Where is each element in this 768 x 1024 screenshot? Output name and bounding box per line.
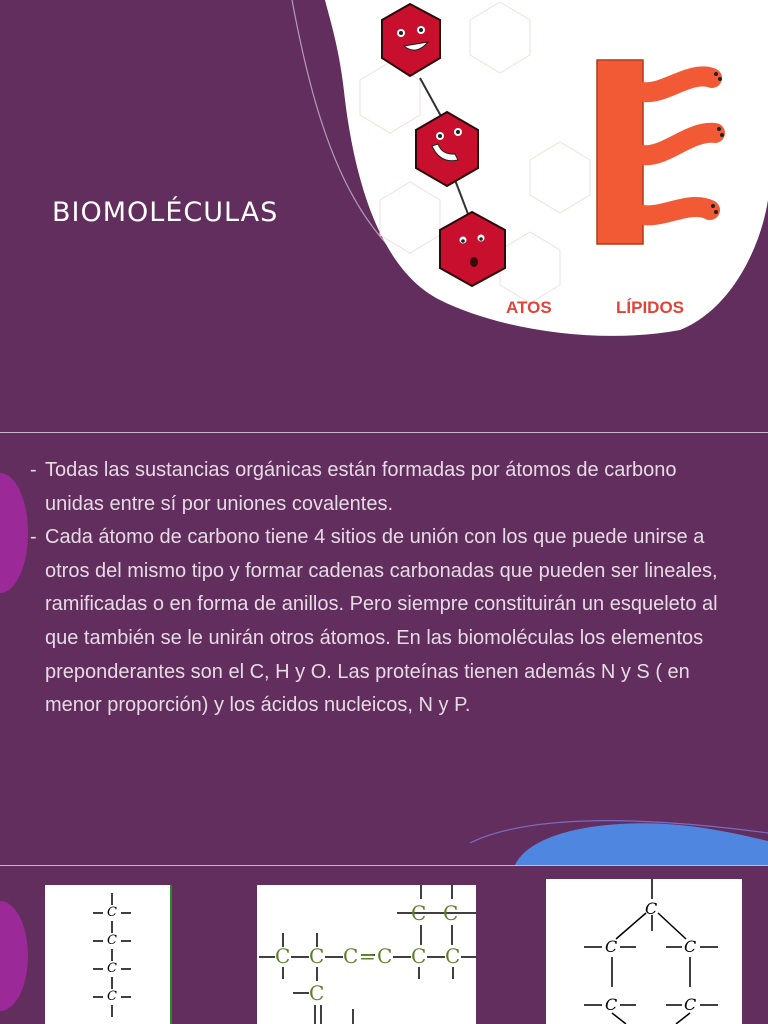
linear-chain-diagram xyxy=(45,885,172,1024)
bullet-text: Todas las sustancias orgánicas están formadas por átomos de carbono unidas entre sí por uniones covalentes. xyxy=(45,459,677,515)
carbon-atom: C xyxy=(445,944,461,968)
carbon-atom: C xyxy=(275,944,291,968)
magenta-blob xyxy=(0,473,28,593)
bullet-marker: - xyxy=(30,459,37,481)
ring-diagram xyxy=(546,879,742,1024)
lipids-label: LÍPIDOS xyxy=(616,298,685,317)
double-bond: = xyxy=(359,944,376,968)
bullet-marker: - xyxy=(30,526,37,549)
magenta-blob xyxy=(0,901,28,1011)
carbon-atom: C xyxy=(309,981,325,1005)
carbon-atom: C xyxy=(411,944,427,968)
carbon-atom: C xyxy=(645,899,658,918)
carbon-atom: C xyxy=(684,937,697,956)
ring-svg xyxy=(546,879,742,1024)
carbon-atom: C xyxy=(377,944,393,968)
partial-label: ATOS xyxy=(506,298,552,317)
carbon-atom: C xyxy=(605,937,618,956)
slide-title xyxy=(0,0,768,432)
slide-title-text: BIOMOLÉCULAS xyxy=(52,197,279,228)
slide-carbon-structures xyxy=(0,866,768,1024)
carbon-atom: C xyxy=(684,995,697,1014)
slide-carbon-text xyxy=(0,433,768,865)
bullet-text: Cada átomo de carbono tiene 4 sitios de unión con los que puede unirse a otros del mismo tipo y formar cadenas carbonadas que pueden ser lineales, ramificadas o en forma de anillos. Pero siempre constituirán un esqueleto al que también se le unirán otros átomos. En las biomoléculas los elementos preponderantes son el C, H y O. Las proteínas tienen además N y S ( en menor proporción) y los ácidos nucleicos, N y P. xyxy=(45,526,718,717)
carbon-atom: C xyxy=(411,901,427,925)
carbon-atom: C xyxy=(107,933,117,948)
carbon-atom: C xyxy=(107,905,117,920)
carbon-atom: C xyxy=(343,944,359,968)
carbon-atom: C xyxy=(309,944,325,968)
carbon-atom: C xyxy=(605,995,618,1014)
carbon-atom: C xyxy=(107,989,117,1004)
branched-chain-diagram xyxy=(257,885,476,1024)
bullet-list xyxy=(28,454,728,723)
carbon-atom: C xyxy=(443,901,459,925)
bullet-item xyxy=(28,454,728,521)
carbon-atom: C xyxy=(107,961,117,976)
blue-blob xyxy=(515,823,768,865)
bullet-item xyxy=(28,521,728,723)
